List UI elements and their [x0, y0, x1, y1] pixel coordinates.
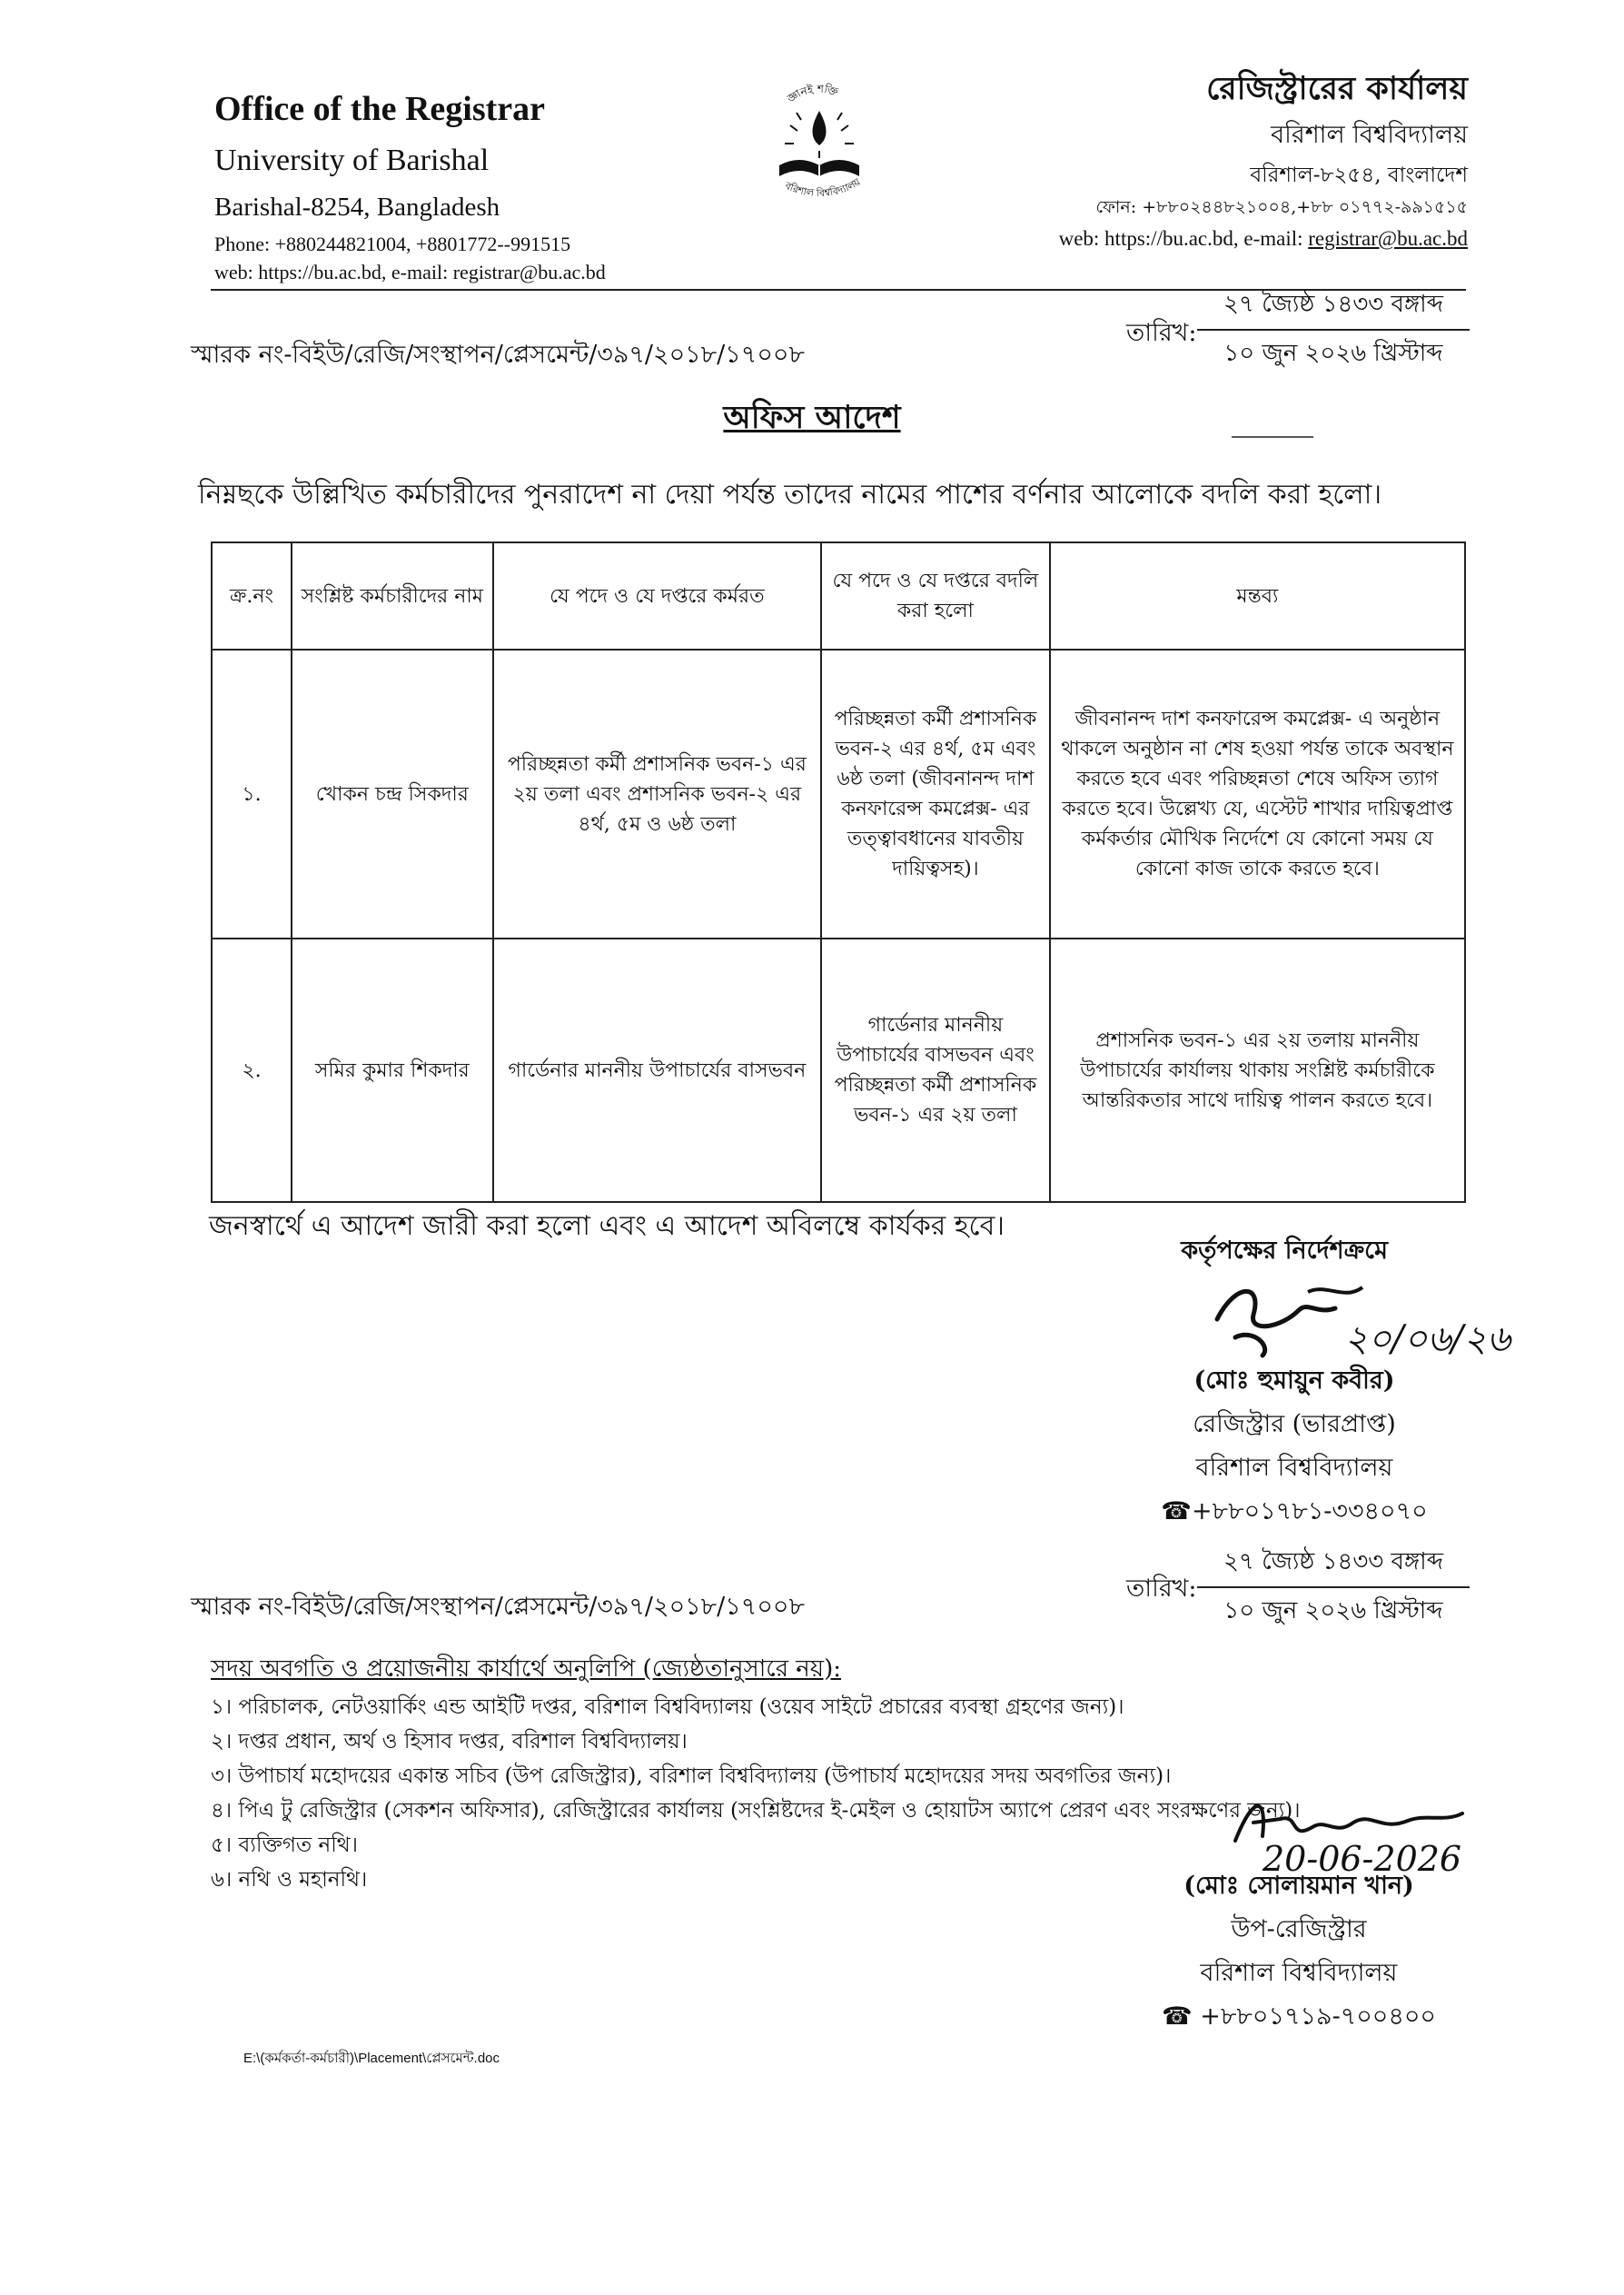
- memo-ref-2: স্মারক নং-বিইউ/রেজি/সংস্থাপন/প্লেসমেন্ট/৩৯৭/২০১৮/১৭০০৮: [191, 1593, 805, 1621]
- memo-date-label-1: তারিখ:: [1126, 319, 1197, 347]
- header-bn-phone: ফোন: +৮৮০২৪৪৮২১০০৪,+৮৮ ০১৭৭২-৯৯১৫১৫: [1095, 197, 1468, 217]
- header-bn-title: রেজিস্ট্রারের কার্যালয়: [1206, 70, 1468, 107]
- signature-block-2: [1149, 1864, 1449, 2039]
- signatory-university-1: বরিশাল বিশ্ববিদ্যালয়: [1195, 1454, 1393, 1482]
- col-header-sl: ক্র.নং: [212, 542, 292, 650]
- cell-remarks: প্রশাসনিক ভবন-১ এর ২য় তলায় মাননীয় উপাচার্যের কার্যালয় থাকায় সংশ্লিষ্ট কর্মচারীকে আন্তরিকতার সাথে দায়িত্ব পালন করতে হবে।: [1050, 939, 1465, 1202]
- pen-mark: [1232, 436, 1313, 438]
- memo-ref-1: স্মারক নং-বিইউ/রেজি/সংস্থাপন/প্লেসমেন্ট/৩৯৭/২০১৮/১৭০০৮: [191, 341, 805, 369]
- memo-date-gregorian-1: ১০ জুন ২০২৬ খ্রিস্টাব্দ: [1223, 340, 1443, 367]
- svg-text:জ্ঞানই শক্তি: [784, 83, 839, 105]
- col-header-name: সংশ্লিষ্ট কর্মচারীদের নাম: [292, 542, 493, 650]
- date-divider: [1197, 329, 1470, 331]
- list-item: ৬। নথি ও মহানথি।: [211, 1868, 368, 1892]
- memo-date-label-2: তারিখ:: [1126, 1575, 1197, 1603]
- table-row: [212, 650, 1465, 939]
- table-row: [212, 939, 1465, 1202]
- header-en-title: Office of the Registrar: [214, 90, 546, 128]
- cell-name: খোকন চন্দ্র সিকদার: [292, 650, 493, 939]
- list-item: ১। পরিচালক, নেটওয়ার্কিং এন্ড আইটি দপ্তর, বরিশাল বিশ্ববিদ্যালয় (ওয়েব সাইটে প্রচারের ব্যবস্থা গ্রহণের জন্য)।: [211, 1695, 1124, 1719]
- university-logo: [747, 75, 892, 220]
- cell-transferred: পরিচ্ছন্নতা কর্মী প্রশাসনিক ভবন-২ এর ৪র্থ, ৫ম এবং ৬ষ্ঠ তলা (জীবনানন্দ দাশ কনফারেন্স কমপ্লেক্স- এর তত্ত্বাবধানের যাবতীয় দায়িত্বসহ)।: [821, 650, 1050, 939]
- memo-date-bengali-1: ২৭ জ্যৈষ্ঠ ১৪৩৩ বঙ্গাব্দ: [1223, 291, 1443, 318]
- cc-list: [211, 1690, 1300, 1897]
- handwritten-date-1: ২০/০৬/২৬: [1344, 1318, 1510, 1360]
- header-bn-university: বরিশাল বিশ্ববিদ্যালয়: [1271, 121, 1468, 149]
- col-header-current: যে পদে ও যে দপ্তরে কর্মরত: [493, 542, 821, 650]
- memo-date-gregorian-2: ১০ জুন ২০২৬ খ্রিস্টাব্দ: [1223, 1597, 1443, 1624]
- list-item: ৫। ব্যক্তিগত নথি।: [211, 1833, 358, 1857]
- cell-transferred: গার্ডেনার মাননীয় উপাচার্যের বাসভবন এবং পরিচ্ছন্নতা কর্মী প্রশাসনিক ভবন-১ এর ২য় তলা: [821, 939, 1050, 1202]
- page-title: [0, 392, 1624, 446]
- list-item: ৪। পিএ টু রেজিস্ট্রার (সেকশন অফিসার), রেজিস্ট্রারের কার্যালয় (সংশ্লিষ্টদের ই-মেইল ও হোয়াটস অ্যাপে প্রেরণ এবং সংরক্ষণের জন্য)।: [211, 1799, 1301, 1823]
- file-path: E:\(কর্মকর্তা-কর্মচারী)\Placement\প্লেসমেন্ট.doc: [243, 2051, 500, 2066]
- signatory-phone-2: +৮৮০১৭১৯-৭০০৪০০: [1200, 2002, 1436, 2031]
- memo-date-1: [1197, 285, 1470, 374]
- order-effect-note: জনস্বার্থে এ আদেশ জারী করা হলো এবং এ আদেশ অবিলম্বে কার্যকর হবে।: [209, 1210, 1005, 1242]
- signatory-designation-2: উপ-রেজিস্ট্রার: [1231, 1915, 1367, 1943]
- date-divider: [1197, 1586, 1470, 1588]
- intro-text: নিম্নছকে উল্লিখিত কর্মচারীদের পুনরাদেশ না দেয়া পর্যন্ত তাদের নামের পাশের বর্ণনার আলোকে বদলি করা হলো।: [198, 479, 1382, 511]
- cell-name: সমির কুমার শিকদার: [292, 939, 493, 1202]
- telephone-icon: ☎: [1162, 2002, 1193, 2031]
- office-order-heading: অফিস আদেশ: [723, 399, 901, 436]
- logo-top-text: জ্ঞানই শক্তি: [785, 82, 840, 105]
- signatory-name-2: (মোঃ সোলায়মান খান): [1183, 1872, 1414, 1900]
- svg-text:বরিশাল বিশ্ববিদ্যালয়: [782, 175, 863, 199]
- handwritten-date-2: 20-06-2026: [1263, 1839, 1462, 1879]
- signatory-name-1: (মোঃ হুমায়ুন কবীর): [1193, 1366, 1395, 1395]
- signatory-phone-1: +৮৮০১৭৮১-৩৩৪০৭০: [1191, 1497, 1428, 1525]
- memo-date-bengali-2: ২৭ জ্যৈষ্ঠ ১৪৩৩ বঙ্গাব্দ: [1223, 1548, 1443, 1575]
- cell-sl: ২.: [212, 939, 292, 1202]
- header-en-address: Barishal-8254, Bangladesh: [214, 193, 500, 222]
- list-item: ৩। উপাচার্য মহোদয়ের একান্ত সচিব (উপ রেজিস্ট্রার), বরিশাল বিশ্ববিদ্যালয় (উপাচার্য মহোদয়ের সদয় অবগতির জন্য)।: [211, 1764, 1172, 1788]
- list-item: ২। দপ্তর প্রধান, অর্থ ও হিসাব দপ্তর, বরিশাল বিশ্ববিদ্যালয়।: [211, 1730, 688, 1754]
- signatory-designation-1: রেজিস্ট্রার (ভারপ্রাপ্ত): [1193, 1410, 1396, 1438]
- header-en-web: web: https://bu.ac.bd, e-mail: registrar@bu.ac.bd: [214, 261, 606, 283]
- cell-current: গার্ডেনার মাননীয় উপাচার্যের বাসভবন: [493, 939, 821, 1202]
- telephone-icon: ☎: [1161, 1497, 1192, 1525]
- header-bn-web: [1059, 227, 1468, 251]
- table-header-row: [212, 542, 1465, 650]
- cc-heading: সদয় অবগতি ও প্রয়োজনীয় কার্যার্থে অনুলিপি (জ্যেষ্ঠতানুসারে নয়):: [211, 1655, 842, 1683]
- authority-order-note: কর্তৃপক্ষের নির্দেশক্রমে: [1181, 1237, 1388, 1265]
- transfer-table: [211, 541, 1466, 1203]
- cell-remarks: জীবনানন্দ দাশ কনফারেন্স কমপ্লেক্স- এ অনুষ্ঠান থাকলে অনুষ্ঠান না শেষ হওয়া পর্যন্ত তাকে অবস্থান করতে হবে এবং পরিচ্ছন্নতা শেষে অফিস ত্যাগ করতে হবে। উল্লেখ্য যে, এস্টেট শাখার দায়িত্বপ্রাপ্ত কর্মকর্তার মৌখিক নির্দেশে যে কোনো সময় যে কোনো কাজ তাকে করতে হবে।: [1050, 650, 1465, 939]
- signatory-university-2: বরিশাল বিশ্ববিদ্যালয়: [1200, 1959, 1398, 1987]
- col-header-transferred: যে পদে ও যে দপ্তরে বদলি করা হলো: [821, 542, 1050, 650]
- signature-block-1: [1158, 1359, 1431, 1534]
- header-en-phone: Phone: +880244821004, +8801772--991515: [214, 233, 571, 255]
- cell-current: পরিচ্ছন্নতা কর্মী প্রশাসনিক ভবন-১ এর ২য় তলা এবং প্রশাসনিক ভবন-২ এর ৪র্থ, ৫ম ও ৬ষ্ঠ তলা: [493, 650, 821, 939]
- cell-sl: ১.: [212, 650, 292, 939]
- logo-bottom-text: বরিশাল বিশ্ববিদ্যালয়: [783, 175, 863, 200]
- header-en-university: University of Barishal: [214, 144, 490, 177]
- header-bn-web-prefix: web: https://bu.ac.bd, e-mail:: [1058, 227, 1309, 250]
- header-bn-address: বরিশাল-৮২৫৪, বাংলাদেশ: [1250, 164, 1468, 187]
- memo-date-2: [1197, 1543, 1470, 1632]
- col-header-remarks: মন্তব্য: [1050, 542, 1465, 650]
- header-bn-web-email[interactable]: registrar@bu.ac.bd: [1308, 227, 1468, 250]
